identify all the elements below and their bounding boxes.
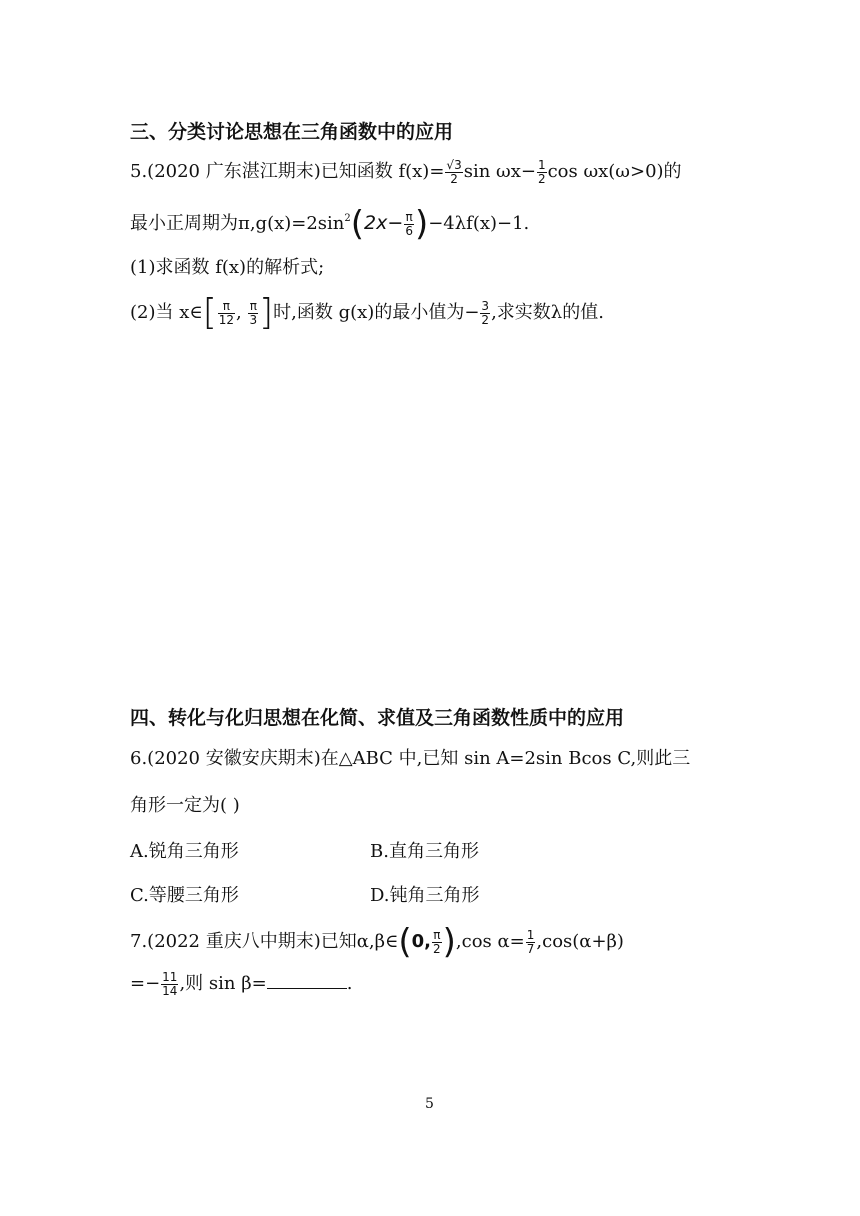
fraction-3-over-2: $\frac{3}{2}$ bbox=[481, 298, 490, 327]
q5-text: 时,函数 g(x)的最小值为− bbox=[273, 302, 480, 323]
q5-text: −4λf(x)−1. bbox=[428, 213, 530, 234]
q6-line-2: 角形一定为( ) bbox=[130, 795, 240, 816]
fraction-pi-over-6: $\frac{\pi}{6}$ bbox=[405, 209, 413, 238]
q7-text: . bbox=[346, 973, 353, 994]
paren-right: ) bbox=[414, 204, 429, 244]
interval-start: 0, bbox=[411, 931, 431, 952]
q5-text: ,求实数λ的值. bbox=[491, 302, 604, 323]
q6-option-c: C.等腰三角形 bbox=[130, 885, 239, 906]
fraction-pi-over-2: $\frac{\pi}{2}$ bbox=[433, 927, 441, 956]
q5-part-1: (1)求函数 f(x)的解析式; bbox=[130, 257, 325, 278]
q7-text: ,cos α= bbox=[455, 931, 525, 952]
fraction-pi-over-3: $\frac{\pi}{3}$ bbox=[249, 298, 258, 327]
q6-option-a: A.锐角三角形 bbox=[130, 841, 239, 862]
q7-text: ,cos(α+β) bbox=[536, 931, 624, 952]
q7-text: ,则 sin β= bbox=[179, 973, 267, 994]
q5-part-2: (2)当 x∈[ $\frac{\pi}{12}$ , $\frac{\pi}{3}$ ]时,函数 g(x)的最小值为− $\frac{3}{2}$ ,求实数λ的值. bbox=[130, 292, 604, 333]
fraction-1-over-7: $\frac{1}{7}$ bbox=[526, 927, 535, 956]
fraction-1-over-2: $\frac{1}{2}$ bbox=[537, 157, 546, 186]
math-expression: 2x− bbox=[364, 212, 404, 234]
q6-option-d: D.钝角三角形 bbox=[370, 885, 480, 906]
q5-text: (2)当 x∈ bbox=[130, 302, 203, 323]
paren-right: ) bbox=[442, 922, 456, 962]
q5-text: 最小正周期为π,g(x)=2sin bbox=[130, 213, 345, 234]
superscript: 2 bbox=[344, 213, 351, 224]
q7-line-2 bbox=[130, 970, 352, 998]
section-3-heading: 三、分类讨论思想在三角函数中的应用 bbox=[130, 121, 454, 143]
q7-line-1 bbox=[130, 922, 624, 962]
q5-text: cos ωx(ω>0)的 bbox=[547, 161, 682, 182]
q5-line-1 bbox=[130, 158, 682, 186]
q7-text: =− bbox=[130, 973, 161, 994]
page-number: 5 bbox=[425, 1096, 434, 1112]
q7-text: 7.(2022 重庆八中期末)已知α,β∈ bbox=[130, 931, 399, 952]
section-4-heading: 四、转化与化归思想在化简、求值及三角函数性质中的应用 bbox=[130, 707, 625, 729]
q5-line-2 bbox=[130, 204, 530, 244]
bracket-right: ] bbox=[259, 292, 274, 333]
q6-option-b: B.直角三角形 bbox=[370, 841, 479, 862]
fraction-pi-over-12: $\frac{\pi}{12}$ bbox=[218, 298, 235, 327]
q5-text: 5.(2020 广东湛江期末)已知函数 f(x)= bbox=[130, 161, 445, 182]
bracket-left: [ bbox=[202, 292, 217, 333]
paren-left: ( bbox=[398, 922, 412, 962]
paren-left: ( bbox=[350, 204, 365, 244]
fraction-sqrt3-over-2: $\frac{√3}{2}$ bbox=[446, 157, 462, 186]
q6-line-1: 6.(2020 安徽安庆期末)在△ABC 中,已知 sin A=2sin Bcos C,则此三 bbox=[130, 748, 691, 769]
q5-text: sin ωx− bbox=[463, 161, 536, 182]
fraction-11-over-14: $\frac{11}{14}$ bbox=[162, 969, 178, 998]
answer-blank[interactable] bbox=[267, 972, 347, 989]
